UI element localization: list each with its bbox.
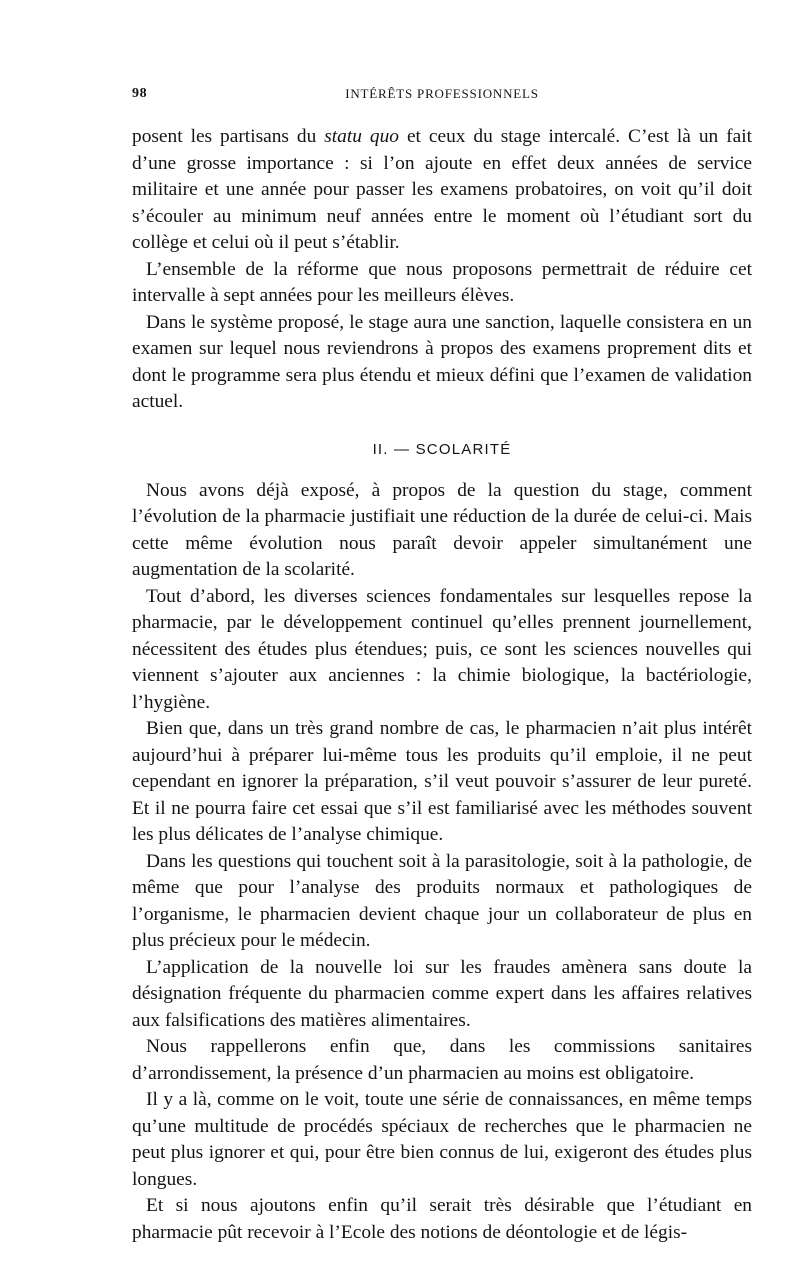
paragraph-last: Et si nous ajoutons enfin qu’il serait très désirable que l’étudiant en pharmacie pût recevoir à l’Ecole des notions de déontologie et de légis- xyxy=(132,1195,752,1243)
paragraph: Dans les questions qui touchent soit à la parasitologie, soit à la pathologie, de même que pour l’analyse des produits normaux et pathologiques de l’organisme, le pharmacien devient chaque jour un collaborateur de plus en plus précieux pour le médecin. xyxy=(132,850,752,951)
paragraph-text-start: posent les partisans du xyxy=(132,126,325,147)
running-header xyxy=(132,86,752,108)
running-title: INTÉRÊTS PROFESSIONNELS xyxy=(345,86,539,101)
paragraph: L’ensemble de la réforme que nous proposons permettrait de réduire cet intervalle à sept années pour les meilleurs élèves. xyxy=(132,258,752,306)
italic-phrase: statu quo xyxy=(324,126,399,147)
document-page xyxy=(132,86,752,1246)
section-heading: II. — SCOLARITÉ xyxy=(372,440,512,458)
paragraph: Dans le système proposé, le stage aura une sanction, laquelle consistera en un examen sur lequel nous reviendrons à propos des examens proprement dits et dont le programme sera plus étendu et mieux défini que l’examen de validation actuel. xyxy=(132,311,752,412)
body-text xyxy=(132,124,752,1246)
paragraph: L’application de la nouvelle loi sur les fraudes amènera sans doute la désignation fréquente du pharmacien comme expert dans les affaires relatives aux falsifications des matières alimentaires. xyxy=(132,956,752,1031)
paragraph: Nous avons déjà exposé, à propos de la question du stage, comment l’évolution de la pharmacie justifiait une réduction de la durée de celui-ci. Mais cette même évolution nous paraît devoir appeler simultanément une augmentation de la scolarité. xyxy=(132,479,752,580)
paragraph: Il y a là, comme on le voit, toute une série de connaissances, en même temps qu’une multitude de procédés spéciaux de recherches que le pharmacien ne peut plus ignorer et qui, pour être bien connus de lui, exigeront des études plus longues. xyxy=(132,1089,752,1190)
paragraph: Nous rappellerons enfin que, dans les commissions sanitaires d’arrondissement, la présence d’un pharmacien au moins est obligatoire. xyxy=(132,1036,752,1084)
page-number: 98 xyxy=(132,86,148,101)
paragraph-text-end: et ceux du stage intercalé. C’est là un fait d’une grosse importance : si l’on ajoute en effet deux années de service militaire et une année pour passer les examens probatoires, on voit qu’il doit s’écouler au minimum neuf années entre le moment où l’étudiant sort du collège et celui où il peut s’établir. xyxy=(132,126,753,253)
paragraph: Tout d’abord, les diverses sciences fondamentales sur lesquelles repose la pharmacie, par le développement continuel qu’elles prennent journellement, nécessitent des études plus étendues; puis, ce sont les sciences nouvelles qui viennent s’ajouter aux anciennes : la chimie biologique, la bactériologie, l’hygiène. xyxy=(132,585,752,713)
paragraph: Bien que, dans un très grand nombre de cas, le pharmacien n’ait plus intérêt aujourd’hui à préparer lui-même tous les produits qu’il emploie, il ne peut cependant en ignorer la préparation, s’il veut pouvoir s’assurer de leur pureté. Et il ne pourra faire cet essai que s’il est familiarisé avec les méthodes souvent les plus délicates de l’analyse chimique. xyxy=(132,718,752,845)
paragraph-continued xyxy=(132,124,752,257)
